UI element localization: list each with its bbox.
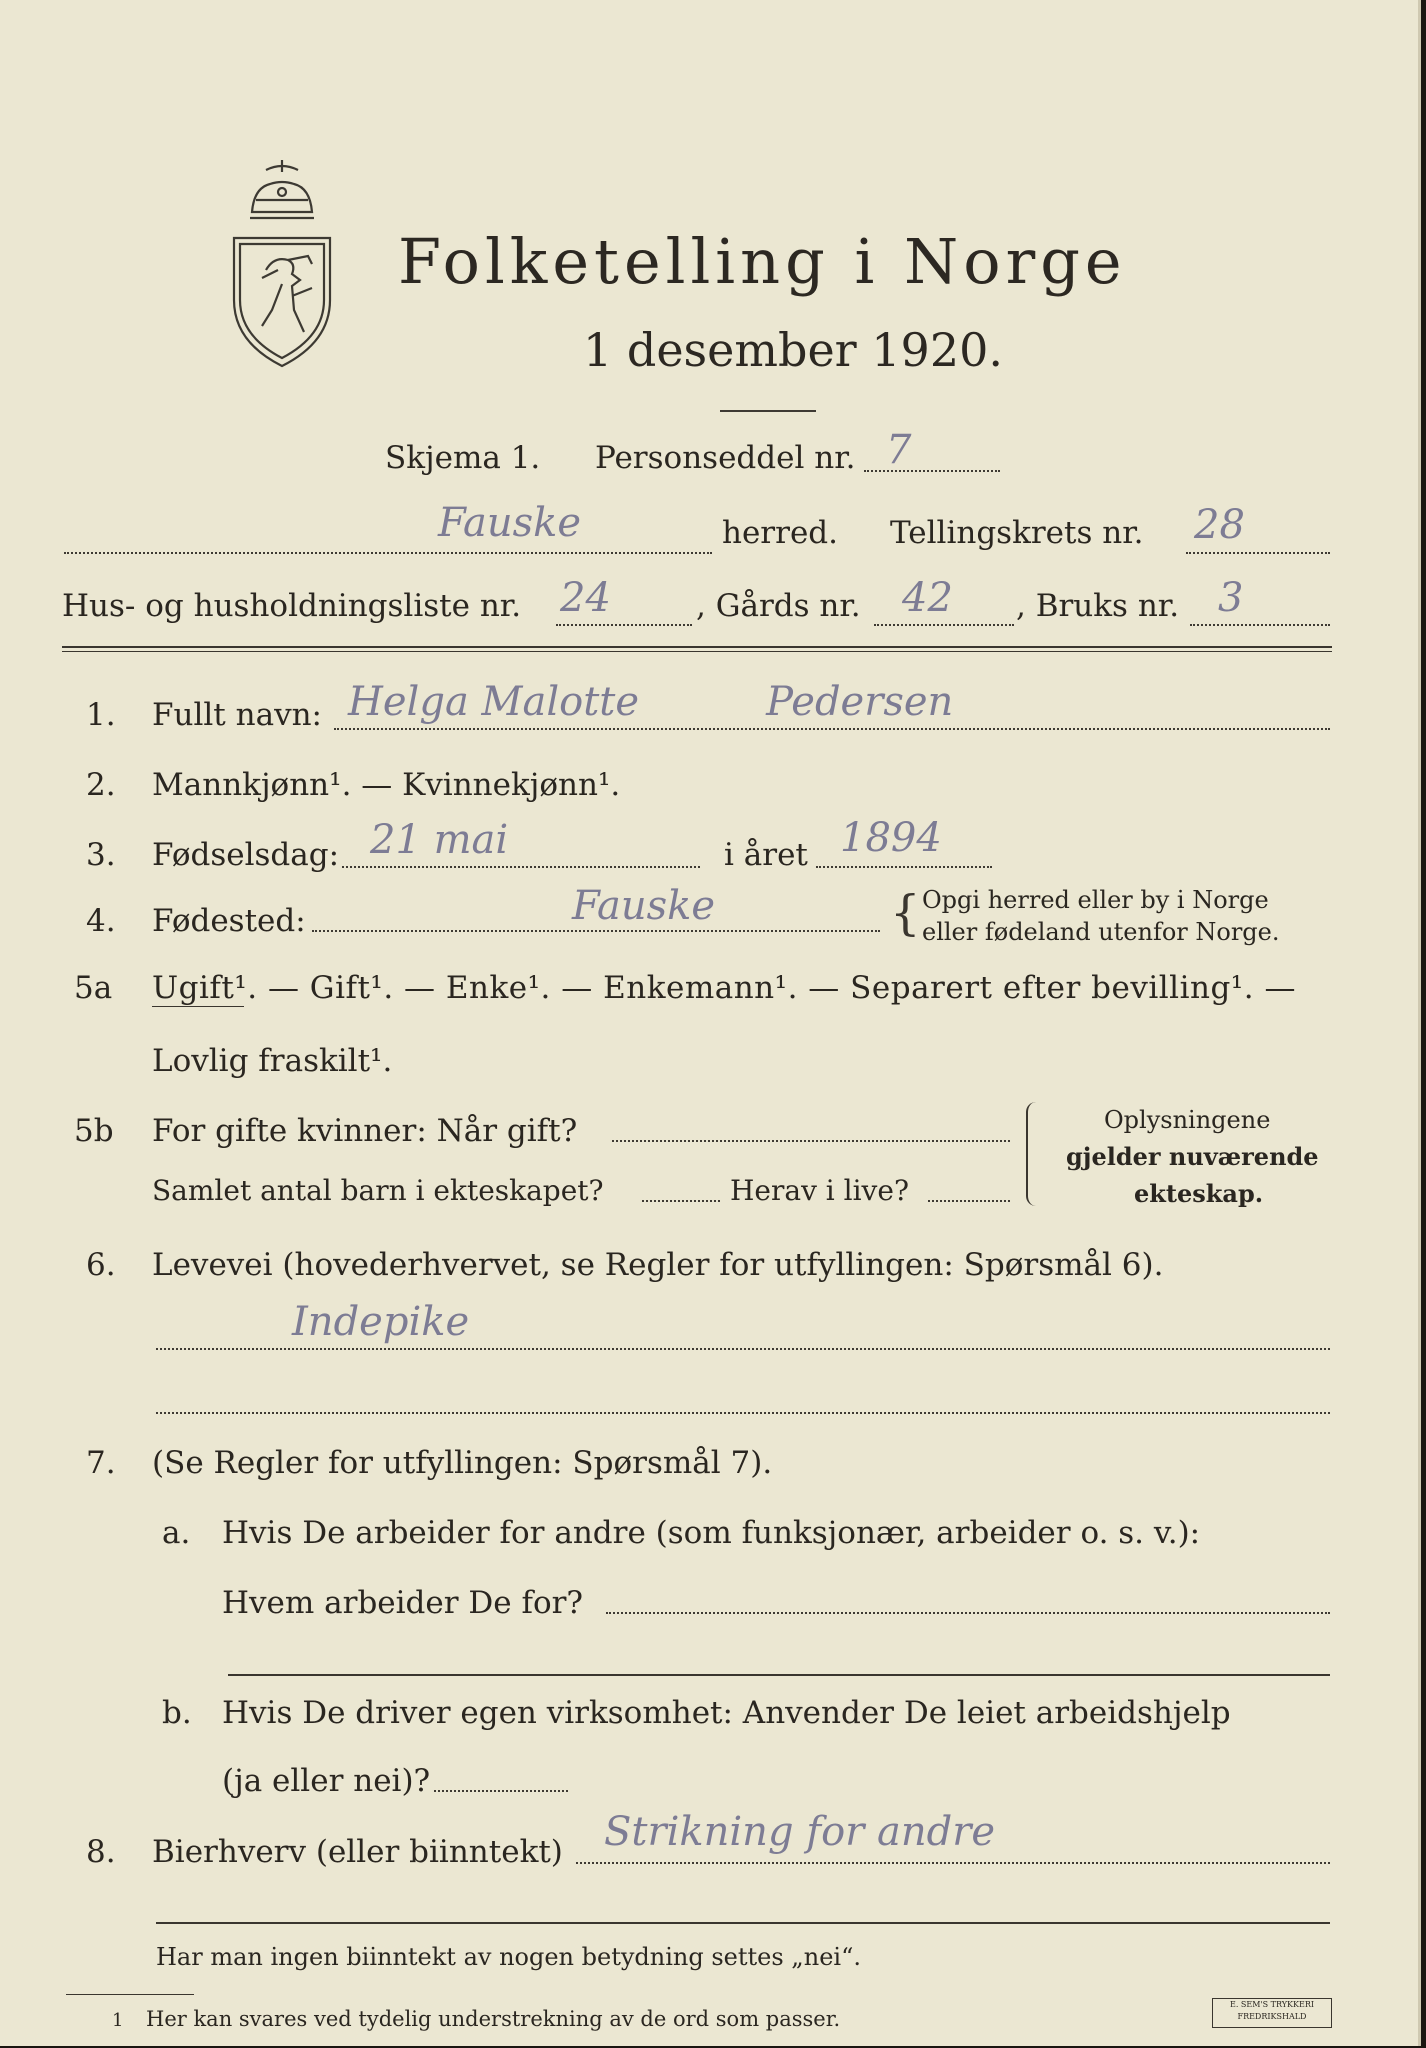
herred-label: herred. xyxy=(722,515,838,551)
q5b-note-3: ekteskap. xyxy=(1134,1179,1264,1208)
full-name-line xyxy=(334,728,1330,730)
footnote-number: 1 xyxy=(112,2010,124,2031)
q5b-alive-label: Herav i live? xyxy=(730,1174,909,1207)
occupation-line-1 xyxy=(156,1348,1330,1350)
married-date-line xyxy=(612,1140,1010,1142)
q7-number: 7. xyxy=(86,1445,116,1481)
printer-stamp xyxy=(1212,1998,1332,2028)
skjema-label: Skjema 1. xyxy=(385,440,541,476)
gards-label: , Gårds nr. xyxy=(696,588,861,624)
footnote-rule xyxy=(66,1994,194,1995)
q7b-line-2: (ja eller nei)? xyxy=(222,1763,431,1799)
children-alive-line xyxy=(928,1200,1010,1202)
q5b-married-label: For gifte kvinner: Når gift? xyxy=(152,1113,578,1149)
q8-number: 8. xyxy=(86,1834,116,1870)
tellingskrets-line xyxy=(1186,552,1330,554)
no-income-note: Har man ingen biinntekt av nogen betydning settes „nei“. xyxy=(156,1943,861,1971)
norway-coat-of-arms-icon xyxy=(222,160,342,375)
employer-line-1 xyxy=(606,1612,1330,1614)
printer-name: E. SEM'S TRYKKERI xyxy=(1229,2000,1315,2009)
q5b-note-2: gjelder nuværende xyxy=(1066,1142,1319,1171)
q4-label: Fødested: xyxy=(152,903,306,939)
q2-number: 2. xyxy=(86,767,116,803)
q8-label: Bierhverv (eller biinntekt) xyxy=(152,1834,563,1870)
birthplace-line xyxy=(312,930,880,932)
birthplace-value[interactable]: Fauske xyxy=(572,883,716,929)
q7b-line-1: Hvis De driver egen virksomhet: Anvender De leiet arbeidshjelp xyxy=(222,1695,1231,1731)
q5a-number: 5a xyxy=(74,970,113,1006)
q5b-number: 5b xyxy=(74,1113,114,1149)
husliste-label: Hus- og husholdningsliste nr. xyxy=(62,588,522,624)
q4-number: 4. xyxy=(86,903,116,939)
hired-help-line xyxy=(434,1790,568,1792)
q3-label: Fødselsdag: xyxy=(152,837,340,873)
birth-year-line xyxy=(816,866,992,868)
q5b-children-label: Samlet antal barn i ekteskapet? xyxy=(152,1174,604,1207)
gards-line xyxy=(874,624,1014,626)
page-title: Folketelling i Norge xyxy=(398,225,1127,298)
sex-options[interactable]: Mannkjønn¹. — Kvinnekjønn¹. xyxy=(152,767,621,803)
q6-label: Levevei (hovederhvervet, se Regler for utfyllingen: Spørsmål 6). xyxy=(152,1247,1164,1283)
q7a-letter: a. xyxy=(162,1515,191,1551)
ugift-underline xyxy=(152,1006,244,1007)
q7a-line-2: Hvem arbeider De for? xyxy=(222,1585,584,1621)
husliste-value[interactable]: 24 xyxy=(560,575,611,621)
children-total-line xyxy=(642,1200,720,1202)
bruks-value[interactable]: 3 xyxy=(1218,575,1244,621)
personseddel-label: Personseddel nr. xyxy=(595,440,856,476)
occupation-value[interactable]: Indepike xyxy=(292,1299,470,1345)
personseddel-value[interactable]: 7 xyxy=(886,427,912,473)
q7a-line-1: Hvis De arbeider for andre (som funksjonær, arbeider o. s. v.): xyxy=(222,1515,1201,1551)
header-double-rule xyxy=(62,646,1332,652)
q4-brace: { xyxy=(890,885,921,941)
printer-city: FREDRIKSHALD xyxy=(1237,2012,1307,2021)
q1-label: Fullt navn: xyxy=(152,697,322,733)
occupation-line-2 xyxy=(156,1412,1330,1414)
employer-line-2 xyxy=(228,1674,1330,1676)
q7b-letter: b. xyxy=(162,1695,192,1731)
q5b-bracket xyxy=(1026,1102,1040,1206)
side-income-line xyxy=(576,1862,1330,1864)
side-income-value[interactable]: Strikning for andre xyxy=(604,1809,995,1855)
footnote-text: Her kan svares ved tydelig understrekning av de ord som passer. xyxy=(146,2007,841,2031)
q3-year-label: i året xyxy=(724,837,808,873)
q6-number: 6. xyxy=(86,1247,116,1283)
birthday-line xyxy=(342,866,700,868)
full-name-value[interactable]: Helga Malotte Pedersen xyxy=(348,679,954,725)
gards-value[interactable]: 42 xyxy=(902,575,953,621)
q7-label: (Se Regler for utfyllingen: Spørsmål 7). xyxy=(152,1445,773,1481)
bruks-label: , Bruks nr. xyxy=(1016,588,1180,624)
birthday-value[interactable]: 21 mai xyxy=(370,817,509,863)
birth-year-value[interactable]: 1894 xyxy=(840,815,942,861)
q4-note-2: eller fødeland utenfor Norge. xyxy=(922,918,1280,946)
q1-number: 1. xyxy=(86,697,116,733)
side-income-line-2 xyxy=(156,1922,1330,1924)
herred-line xyxy=(64,552,712,554)
census-date: 1 desember 1920. xyxy=(583,323,1003,377)
husliste-line xyxy=(556,624,692,626)
tellingskrets-value[interactable]: 28 xyxy=(1194,502,1245,548)
title-divider xyxy=(720,410,816,412)
bruks-line xyxy=(1190,624,1330,626)
q5b-note-1: Oplysningene xyxy=(1104,1106,1271,1134)
q3-number: 3. xyxy=(86,837,116,873)
herred-value[interactable]: Fauske xyxy=(438,500,582,546)
tellingskrets-label: Tellingskrets nr. xyxy=(890,515,1144,551)
q4-note-1: Opgi herred eller by i Norge xyxy=(922,886,1269,914)
personseddel-line xyxy=(864,470,1000,472)
marital-status-options-2[interactable]: Lovlig fraskilt¹. xyxy=(152,1043,393,1079)
marital-status-options[interactable]: Ugift¹. — Gift¹. — Enke¹. — Enkemann¹. — Separert efter bevilling¹. — xyxy=(152,970,1296,1006)
